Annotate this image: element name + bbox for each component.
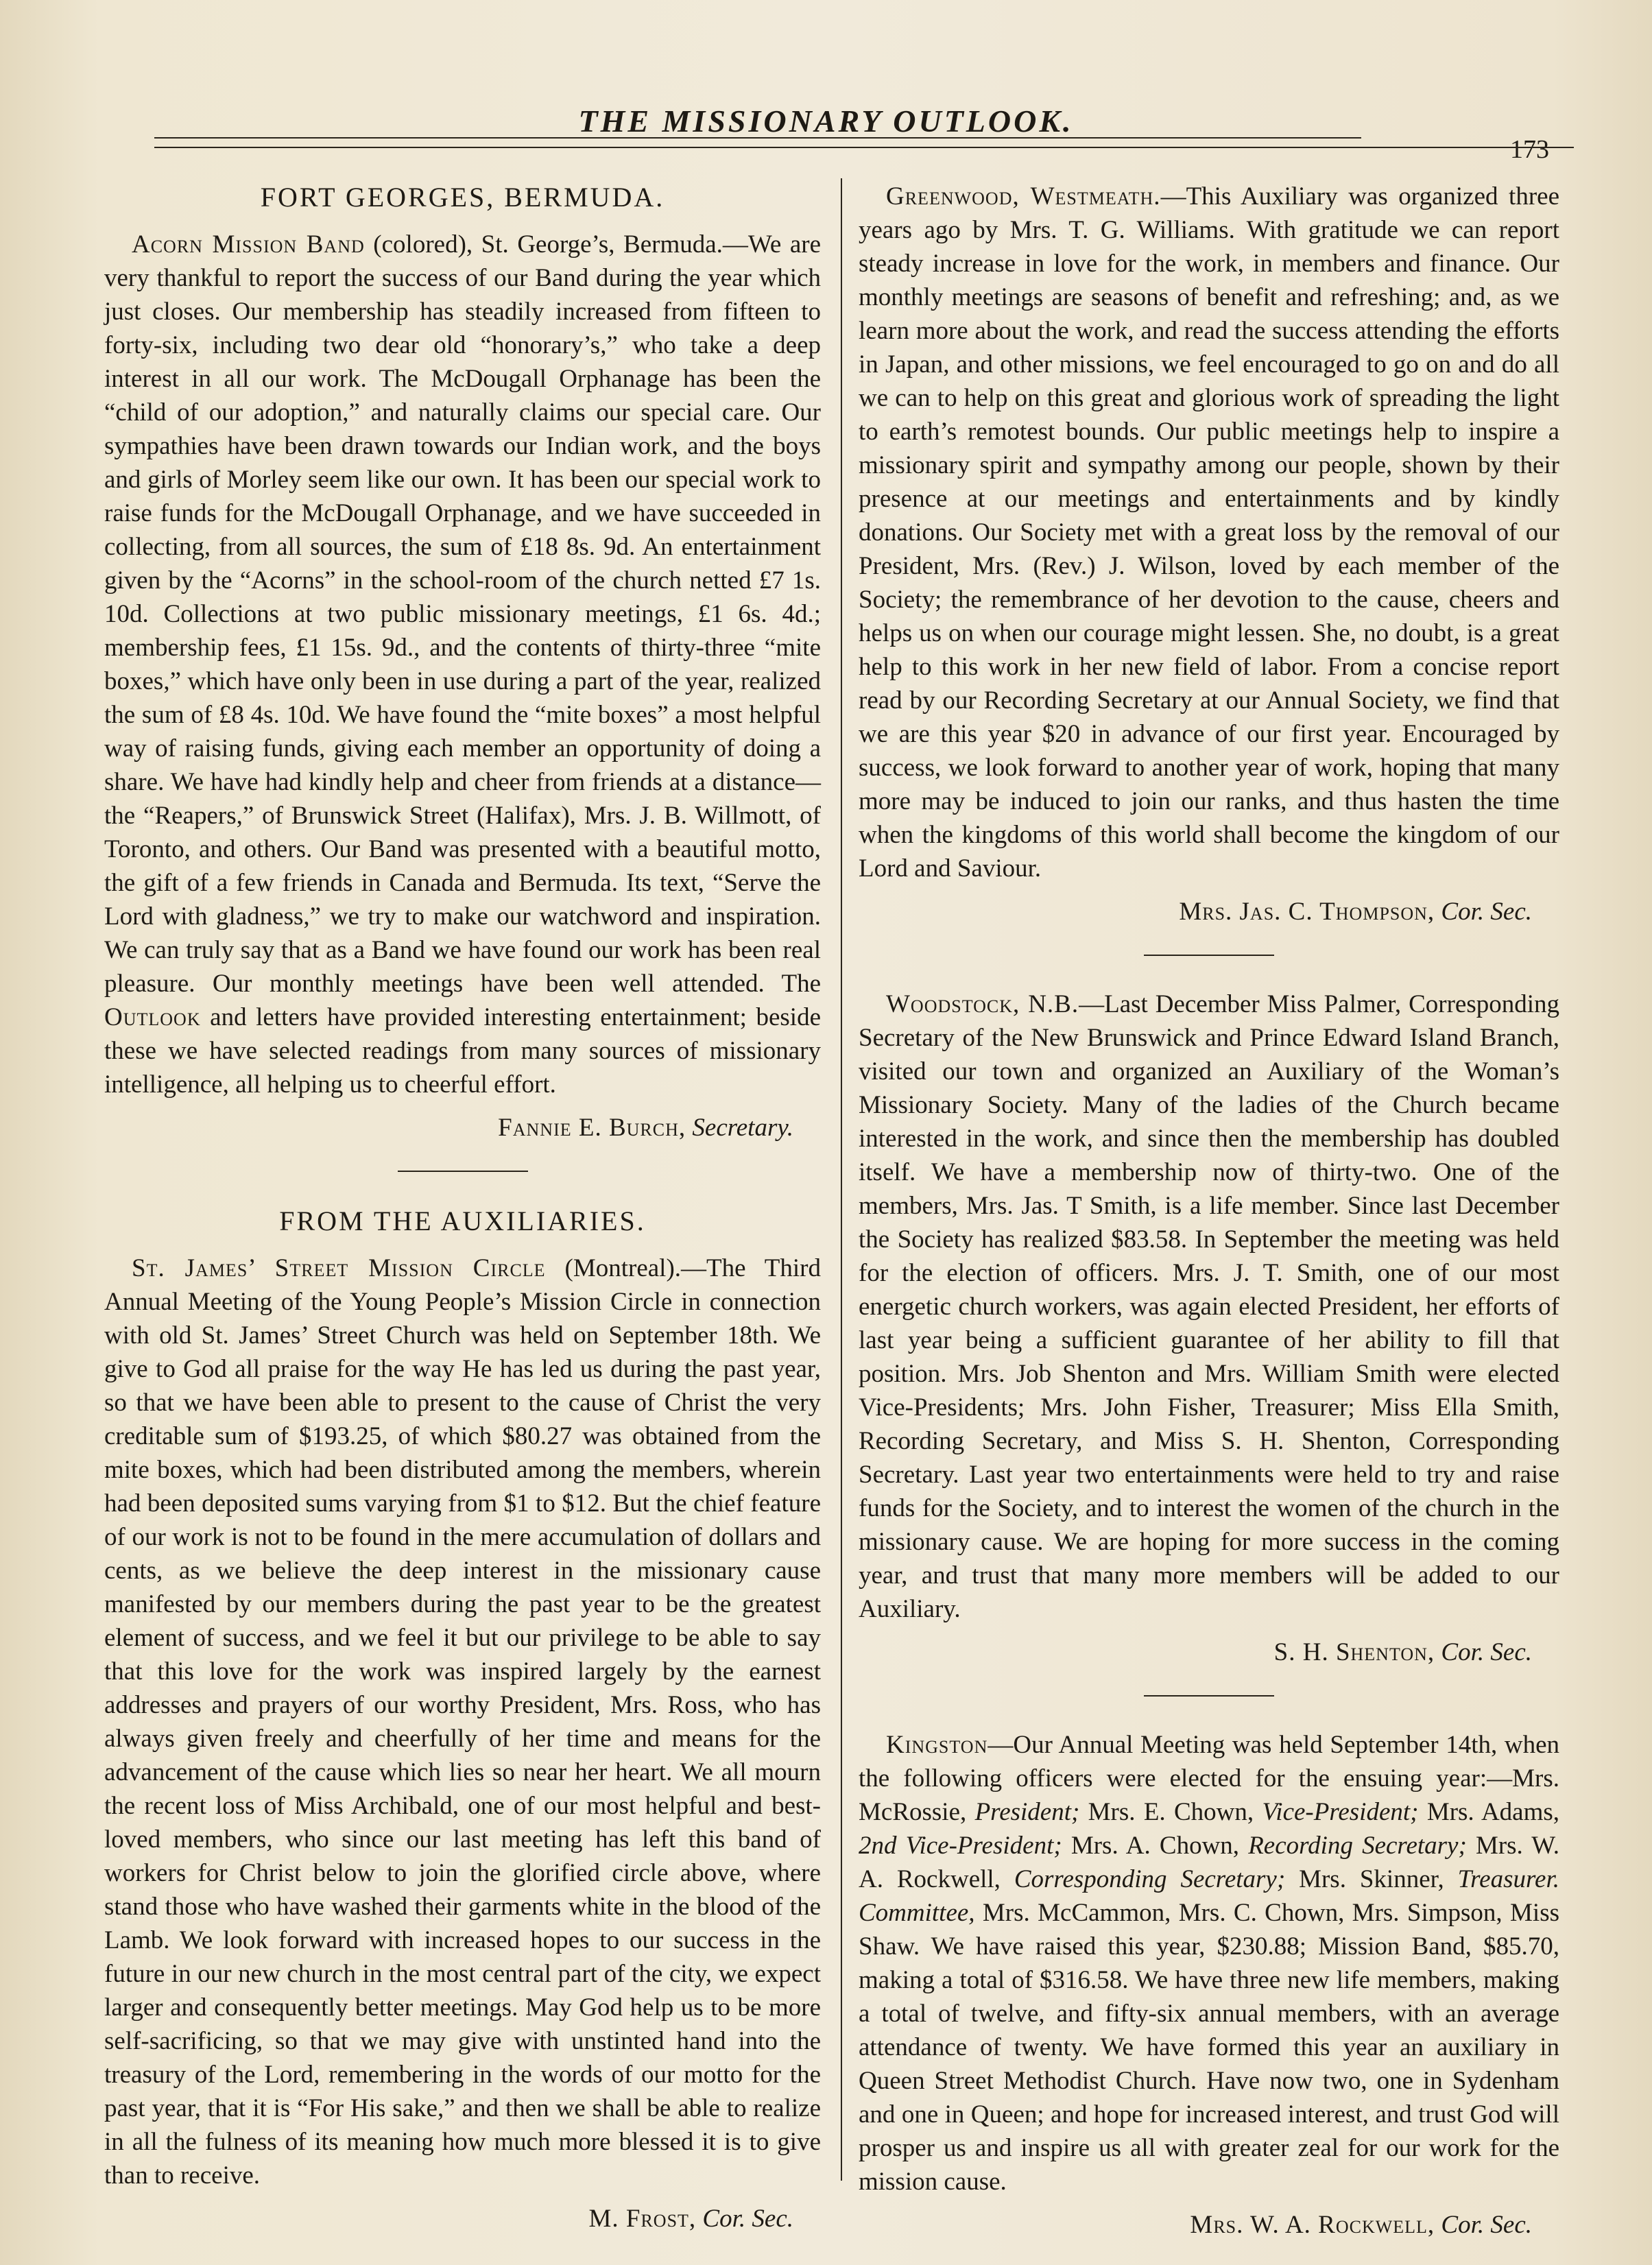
signature-name: M. Frost, — [588, 2205, 697, 2233]
officer-title: Vice-President; — [1262, 1798, 1419, 1826]
signature-title: Cor. Sec. — [702, 2205, 793, 2233]
article-lead: St. James’ Street Mission Circle — [132, 1254, 546, 1282]
article-woodstock — [859, 987, 1559, 1626]
outlook-word: Outlook — [104, 1003, 201, 1031]
article-st-james-street — [104, 1251, 821, 2192]
article-lead: Greenwood, Westmeath. — [886, 182, 1161, 211]
officer-title: 2nd Vice-President; — [859, 1832, 1062, 1860]
section-separator — [398, 1171, 528, 1172]
article-body: Mrs. Skinner, — [1299, 1865, 1444, 1893]
article-body: —This Auxiliary was organized three years ago by Mrs. T. G. Williams. With gratitude we can report steady increase in love for the work, in members and finance. Our monthly meetings are seasons of benefit and refreshing; and, as we learn more about the work, and read the success attending the efforts in Japan, and other missions, we feel encouraged to go on and do all we can to help on this great and glorious work of spreading the light to earth’s remotest bounds. Our public meetings help to inspire a missionary spirit and sympathy among our people, shown by their presence at our meetings and entertainments and by kindly donations. Our Society met with a great loss by the removal of our President, Mrs. (Rev.) J. Wilson, loved by each member of the Society; the remembrance of her devotion to the cause, cheers and helps us on when our courage might lessen. She, no doubt, is a great help to this work in her new field of labor. From a concise report read by our Recording Secretary at our Annual Society, we find that we are this year $20 in advance of our first year. Encouraged by success, we look forward to another year of work, hoping that many more may be induced to join our ranks, and thus hasten the time when the kingdoms of this world shall become the kingdom of our Lord and Saviour. — [859, 182, 1559, 883]
signature-title: Cor. Sec. — [1441, 898, 1532, 926]
article-body: Mrs. A. Chown, — [1070, 1832, 1240, 1860]
page-number: 173 — [1510, 135, 1549, 164]
signature-name: Mrs. W. A. Rockwell, — [1190, 2211, 1435, 2239]
column-divider — [841, 178, 842, 2181]
article-body-end: and letters have provided interesting entertainment; beside these we have selected readings from many sources of missionary intelligence, all helping us to cheerful effort. — [104, 1003, 822, 1099]
officer-title: President; — [974, 1798, 1080, 1826]
article-body: —Our Annual Meeting was held September 14th, when the following officers were elected for the ensuing year:—Mrs. McRossie, — [859, 1731, 1559, 1826]
article-separator — [1144, 955, 1274, 956]
signature-title: Cor. Sec. — [1441, 1638, 1532, 1666]
section-title-fort-georges: FORT GEORGES, BERMUDA. — [260, 182, 665, 213]
article-lead: Kingston — [886, 1731, 988, 1759]
article-greenwood — [859, 180, 1559, 885]
signature-title: Cor. Sec. — [1441, 2211, 1532, 2239]
running-header-title: THE MISSIONARY OUTLOOK. — [578, 104, 1074, 139]
article-body: (colored), St. George’s, Bermuda.—We are very thankful to report the success of our Band during the year which just closes. Our membership has steadily increased from fifteen to forty-six, including two dear old “honorary’s,” who take a deep interest in all our work. The McDougall Orphanage has been the “child of our adoption,” and naturally claims our special care. Our sympathies have been drawn towards our Indian work, and the boys and girls of Morley seem like our own. It has been our special work to raise funds for the McDougall Orphanage, and we have succeeded in collecting, from all sources, the sum of £18 8s. 9d. An entertainment given by the “Acorns” in the school-room of the church netted £7 1s. 10d. Collections at two public missionary meetings, £1 6s. 4d.; membership fees, £1 15s. 9d., and the contents of thirty-three “mite boxes,” which have only been in use during a part of the year, realized the sum of £8 4s. 10d. We have found the “mite boxes” a most helpful way of raising funds, giving each member an opportunity of doing a share. We have had kindly help and cheer from friends at a distance—the “Reapers,” of Brunswick Street (Halifax), Mrs. J. B. Willmott, of Toronto, and others. Our Band was presented with a beautiful motto, the gift of a few friends in Canada and Bermuda. Its text, “Serve the Lord with gladness,” we try to make our watchword and inspiration. We can truly say that as a Band we have found our work has been real pleasure. Our monthly meetings have been well attended. The — [104, 230, 821, 998]
header-rule-bottom — [154, 147, 1574, 148]
article-lead: Acorn Mission Band — [132, 230, 365, 259]
article-kingston — [859, 1728, 1559, 2198]
article-body: (Montreal).—The Third Annual Meeting of the Young People’s Mission Circle in connection with old St. James’ Street Church was held on September 18th. We give to God all praise for the way He has led us during the past year, so that we have been able to present to the cause of Christ the very creditable sum of $193.25, of which $80.27 was obtained from the mite boxes, which had been distributed among the members, wherein had been deposited sums varying from $1 to $12. But the chief feature of our work is not to be found in the mere accumulation of dollars and cents, as we believe the deep interest in the missionary cause manifested by our members during the past year to be the greatest element of success, and we feel it but our privilege to be able to say that this love for the work was inspired largely by the earnest addresses and prayers of our worthy President, Mrs. Ross, who has always given freely and cheerfully of her time and means for the advancement of the cause which lies so near her heart. We all mourn the recent loss of Miss Archibald, one of our most helpful and best-loved members, who since our last meeting has left this band of workers for Christ below to join the glorified circle above, where stand those who have washed their garments white in the blood of the Lamb. We look forward with increased hopes to our success in the future in our new church in the most central part of the city, we expect larger and consequently better meetings. May God help us to be more self-sacrificing, so that we may give with unstinted hand into the treasury of the Lord, remembering in the words of our motto for the past year, that it is “For His sake,” and then we shall be able to realize in all the fulness of its meaning how much more blessed it is to give than to receive. — [104, 1254, 822, 2190]
officer-title: Recording Secretary; — [1248, 1832, 1467, 1860]
article-separator — [1144, 1695, 1274, 1697]
article-lead: Woodstock, N.B. — [886, 990, 1079, 1018]
signature-title: Secretary. — [692, 1114, 793, 1142]
section-title-auxiliaries: FROM THE AUXILIARIES. — [279, 1206, 646, 1236]
officer-title: Corresponding Secretary; — [1014, 1865, 1286, 1893]
article-body: Mrs. E. Chown, — [1088, 1798, 1254, 1826]
signature-name: S. H. Shenton, — [1273, 1638, 1435, 1666]
article-body: Mrs. McCammon, Mrs. C. Chown, Mrs. Simpson, Miss Shaw. We have raised this year, $230.88; Mission Band, $85.70, making a total of $316.58. We have three new life members, making a total of twelve, and fifty-six annual members, with an average attendance of twenty. We have formed this year an auxiliary in Queen Street Methodist Church. Have now two, one in Sydenham and one in Queen; and hope for increased interest, and trust God will prosper us and inspire us all with greater zeal for our work for the mission cause. — [859, 1899, 1559, 2196]
article-acorn-mission-band — [104, 228, 821, 1101]
signature-fannie-burch — [104, 1111, 793, 1145]
signature-name: Mrs. Jas. C. Thompson, — [1179, 898, 1435, 926]
signature-m-frost — [104, 2202, 793, 2236]
article-body: —Last December Miss Palmer, Corresponding Secretary of the New Brunswick and Prince Edward Island Branch, visited our town and organized an Auxiliary of the Woman’s Missionary Society. Many of the ladies of the Church became interested in the work, and since then the membership has doubled itself. We have a membership now of thirty-two. One of the members, Mrs. Jas. T Smith, is a life member. Since last December the Society has realized $83.58. In September the meeting was held for the election of officers. Mrs. J. T. Smith, one of our most energetic church workers, was again elected President, her efforts of last year being a sufficient guarantee of her ability to fill that position. Mrs. Job Shenton and Mrs. William Smith were elected Vice-Presidents; Mrs. John Fisher, Treasurer; Miss Ella Smith, Recording Secretary, and Miss S. H. Shenton, Corresponding Secretary. Last year two entertainments were held to try and raise funds for the Society, and to interest the women of the church in the missionary cause. We are hoping for more success in the coming year, and trust that many more members will be added to our Auxiliary. — [859, 990, 1560, 1623]
left-column — [104, 180, 821, 2249]
signature-name: Fannie E. Burch, — [498, 1114, 686, 1142]
article-body: Mrs. W. A. Rockwell, — [859, 1832, 1560, 1893]
signature-sh-shenton — [859, 1635, 1532, 1669]
signature-wa-rockwell — [859, 2208, 1532, 2242]
officer-title: Treasurer. Committee, — [859, 1865, 1560, 1927]
right-column — [859, 180, 1559, 2255]
signature-jas-thompson — [859, 895, 1532, 928]
header-rule-top — [154, 137, 1361, 139]
article-body: Mrs. Adams, — [1426, 1798, 1560, 1826]
